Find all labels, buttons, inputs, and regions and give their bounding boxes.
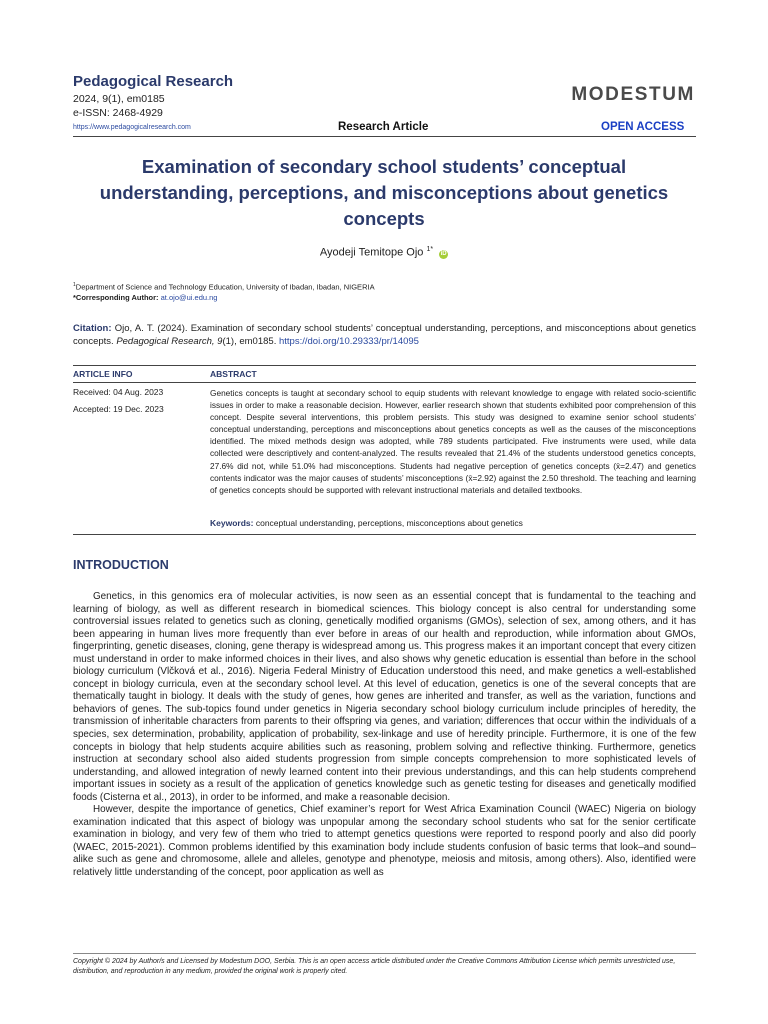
accepted-date: Accepted: 19 Dec. 2023 — [73, 404, 164, 414]
orcid-icon[interactable]: iD — [440, 250, 447, 257]
corresponding-label: *Corresponding Author: — [73, 293, 159, 302]
author-name: Ayodeji Temitope Ojo — [319, 246, 424, 259]
paragraph: However, despite the importance of genetics, Chief examiner’s report for West Africa Examination Council (WAEC) Nigeria on biology examination indicated that this aspect of biology was unpopular among the secondary school students who sat for the senior certificate examination in biology, and very few of them who tried to attempt genetics questions were reported to respond poorly and also did poorly (WAEC, 2015-2021). Common problems identified by this examination body include students confusion of basic terms that look–and sound–alike such as gene and chromosome, allele and alleles, genotype and phenotype, meiosis and mitosis, among others). Also, identified were relatively little understanding of the concept, poor application as well as — [73, 804, 696, 879]
corresponding-author — [73, 293, 217, 302]
author-superscript: 1* — [426, 246, 434, 253]
author-line — [0, 246, 768, 259]
issn: e-ISSN: 2468-4929 — [73, 107, 163, 119]
abstract-text: Genetics concepts is taught at secondary school to equip students with relevant knowledge to engage with related socio-scientific issues in order to make a reasonable decision. However, earlier research shown that students exhibited poor comprehension of this concept. Despite several interventions, this problem persists. This study was designed to examine senior school students’ conceptual understanding, perceptions and misconceptions about genetics concepts as well as the causes of the misconceptions identified. The mixed methods design was adopted, while 789 students participated. Five instruments were used, while data collected were descriptively and content-analyzed. The results revealed that 21.4% of the students understood genetics concepts, 27.6% did not, while 51.0% had misconceptions. Students had negative perception of genetics concepts (x̄=2.47) and genetics contents indicator was the major causes of students’ misconceptions (x̄=2.92) against the 2.50 threshold. The teaching and learning of genetics concepts should be supported with relevant instructional materials and detailed textbooks. — [210, 388, 696, 495]
citation-block — [73, 322, 696, 348]
keywords-label: Keywords: — [210, 518, 254, 528]
open-access-badge: OPEN ACCESS — [601, 121, 685, 133]
keywords-text: conceptual understanding, perceptions, misconceptions about genetics — [255, 518, 523, 528]
copyright-footer: Copyright © 2024 by Author/s and Licensed by Modestum DOO, Serbia. This is an open access article distributed under the Creative Commons Attribution License which permits unrestricted use, distribution, and reproduction in any medium, provided the original work is properly cited. — [73, 958, 676, 975]
affiliation-text: Department of Science and Technology Education, University of Ibadan, Ibadan, NIGERIA — [75, 282, 375, 292]
journal-name: Pedagogical Research — [73, 73, 234, 90]
paragraph: Genetics, in this genomics era of molecular activities, is now seen as an essential concept that is fundamental to the teaching and learning of biology, as well as different research in biomedical sciences. This biology concept is also central for understanding some controversial issues related to genetics such as cloning, genetically modified organisms (GMOs), selection of sex, among others, and it has been appearing in human lives more frequently than ever before in areas of our health and reproduction, while information about GMOs, fingerprinting, genetic diseases, cloning, gene therapy is widespread among us. This progress makes it an important concept that every citizen must understand in order to make informed choices in their lives, and also shows why genetic education is essential than before in the school biology curriculum (Vlčková et al., 2016). Nigeria Federal Ministry of Education understood this need, and make genetics a well-established concept in biology curricula, even at the secondary school level. At this level of education, genetics is one of the several concepts that are thematically taught in biology. It deals with the study of genes, how genes are inherited and transfer, as well as the variation, functions and behaviors of genes. The sub-topics found under genetics in Nigeria secondary school biology curriculum include principles of heredity, the transmission of inheritable characters from parents to their offspring via genes, and variation; differences that occur within the individuals of a species, sex determination, probability, application of probability, sex-linkage and use of heredity principle. Furthermore, it is one of the few concepts in biology that help students acquire abilities such as reasoning, problem solving and reflective thinking. Furthermore, genetics instruction at secondary school also aided students progression from simple concepts comprehension to more sophisticated levels of understanding, and allowed integration of newly learned content into their previous understandings, and this can help students comprehend important issues in society as a result of the application of genetics knowledge such as genetic testing for diseases and genetically modified foods (Cisterna et al., 2013), in order to be informed, and make a reasonable decision. — [73, 591, 696, 803]
header-divider — [73, 136, 696, 137]
abstract-heading: ABSTRACT — [210, 369, 257, 379]
citation-label: Citation: — [73, 323, 112, 334]
article-info-heading: ARTICLE INFO — [73, 369, 133, 379]
section-heading-introduction: INTRODUCTION — [73, 558, 169, 572]
article-type: Research Article — [338, 121, 429, 133]
publisher-logo: MODESTUM — [571, 84, 695, 105]
received-date: Received: 04 Aug. 2023 — [73, 387, 164, 397]
citation-text: Ojo, A. T. (2024). Examination of secondary school students’ conceptual understanding, perceptions, and misconceptions about genetics concepts. — [73, 323, 696, 347]
article-title: Examination of secondary school students’ conceptual understanding, perceptions, and misconceptions about genetics concepts — [99, 156, 669, 229]
introduction-body — [73, 591, 696, 880]
keywords-line — [210, 518, 523, 528]
info-bottom-rule — [73, 534, 696, 535]
volume-line: 2024, 9(1), em0185 — [73, 93, 165, 105]
doi-link[interactable]: https://doi.org/10.29333/pr/14095 — [278, 336, 419, 347]
info-top-rule — [73, 365, 696, 366]
info-heading-rule — [73, 382, 696, 383]
journal-url-link[interactable]: https://www.pedagogicalresearch.com — [73, 124, 191, 131]
citation-rest: (1), em0185. — [222, 336, 277, 347]
affiliation — [73, 282, 375, 292]
footer-rule — [73, 953, 696, 954]
affiliation-marker: 1 — [73, 282, 76, 288]
citation-journal: Pedagogical Research, 9 — [116, 336, 223, 347]
corresponding-email-link[interactable]: at.ojo@ui.edu.ng — [160, 293, 218, 302]
